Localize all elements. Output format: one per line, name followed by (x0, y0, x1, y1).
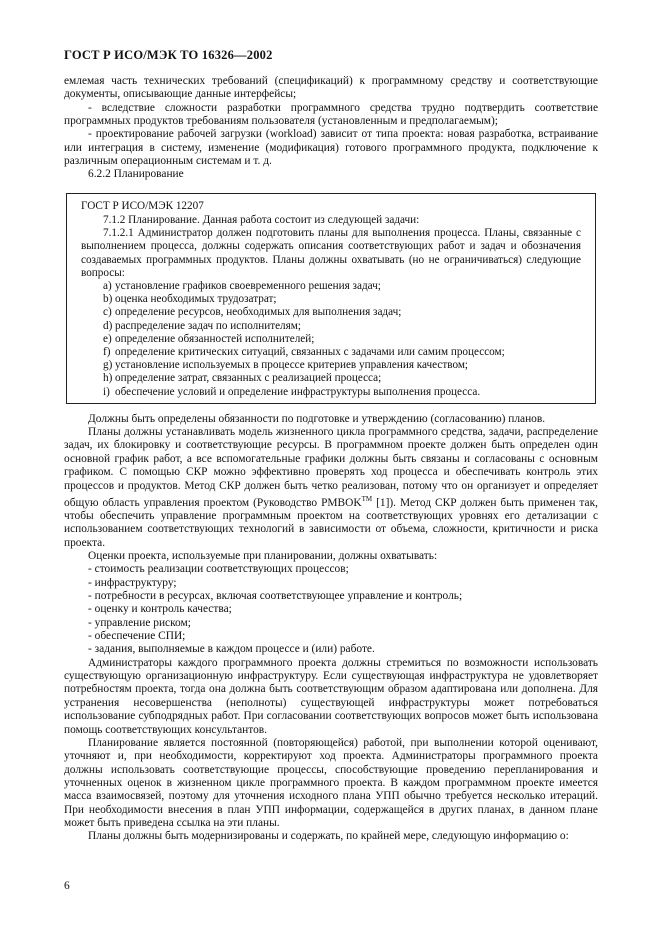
body-paragraph-3: Оценки проекта, используемые при планировании, должны охватывать: (88, 550, 438, 563)
list-item-text: обеспечение условий и определение инфраструктуры выполнения процесса. (115, 385, 481, 398)
list-item-text: определение затрат, связанных с реализацией процесса; (115, 372, 382, 385)
list-item: - обеспечение СПИ; (88, 630, 186, 643)
list-item-text: определение ресурсов, необходимых для выполнения задач; (115, 306, 402, 319)
list-item-letter: f) (103, 345, 111, 358)
list-item (81, 372, 581, 385)
body-paragraph-1: Должны быть определены обязанности по подготовке и утверждению (согласованию) планов. (88, 412, 546, 425)
list-item-letter: d) (103, 319, 113, 332)
intro-paragraph-2: - вследствие сложности разработки программного средства трудно подтвердить соответствие программных продуктов требованиям пользователя (установленным и предполагаемым); (64, 101, 598, 128)
body-paragraph-4: Администраторы каждого программного проекта должны стремиться по возможности использовать существующую организационную инфраструктуру. Если существующая инфраструктура не удовлетворяет потребностям проекта, тогда она должна быть соответствующим образом адаптирована или дополнена. Для устранения несовершенства (неполноты) существующей инфраструктуры может потребоваться использование субподрядных работ. При согласовании соответствующих вопросов может быть использована помощь соответствующих консультантов. (64, 656, 598, 736)
list-item-text: установление графиков своевременного решения задач; (115, 279, 381, 292)
list-item (81, 320, 581, 333)
list-item-letter: c) (103, 306, 112, 319)
list-item (81, 346, 581, 359)
estimates-list (64, 563, 598, 656)
list-item (81, 333, 581, 346)
trademark-mark: TM (361, 494, 373, 503)
list-item-letter: a) (103, 279, 112, 292)
body-paragraph-5: Планирование является постоянной (повторяющейся) работой, при выполнении которой оценивают, уточняют и, при необходимости, корректируют ход проекта. Администраторы программного проекта должны использовать соответствующие процессы, способствующие проведению перепланирования и уточненных оценок в жизненном цикле программного проекта. В каждом программном проекте имеется масса взаимосвязей, поэтому для уточнения исходного плана УПП обычно требуется несколько итераций. При необходимости внесения в план УПП информации, содержащейся в других планах, в данном плане может быть приведена ссылка на эти планы. (64, 736, 598, 829)
document-page (64, 48, 598, 844)
box-task-list (81, 280, 581, 399)
list-item-letter: i) (103, 385, 110, 398)
list-item-letter: h) (103, 372, 113, 385)
intro-paragraph-3: - проектирование рабочей загрузки (workload) зависит от типа проекта: новая разработка, встраивание или интеграция в систему, изменение (модификация) готового программного продукта, подключение к различным операционным системам и т. д. (64, 128, 598, 168)
list-item-letter: b) (103, 293, 113, 306)
list-item (81, 359, 581, 372)
section-heading: 6.2.2 Планирование (88, 168, 184, 181)
list-item: - потребности в ресурсах, включая соответствующее управление и контроль; (88, 590, 463, 603)
intro-paragraph-1: емлемая часть технических требований (спецификаций) к программному средству и соответствующие документы, описывающие данные интерфейсы; (64, 75, 598, 101)
standard-quote-box (66, 193, 596, 404)
list-item: - управление риском; (88, 616, 191, 629)
list-item: - задания, выполняемые в каждом процессе и (или) работе. (88, 643, 375, 656)
body-paragraph-2-text-end: [1]). Метод СКР должен быть применен так, чтобы обеспечить управление программным проектом на соответствующих уровнях его детализации с использованием соответствующих технологий в зависимости от объема, сложности, критичности и риска проекта. (64, 496, 598, 549)
list-item: - инфраструктуру; (88, 576, 177, 589)
list-item (81, 386, 581, 399)
list-item (81, 306, 581, 319)
list-item: - оценку и контроль качества; (88, 603, 232, 616)
list-item-text: оценка необходимых трудозатрат; (115, 293, 277, 306)
list-item (81, 293, 581, 306)
standard-reference: ГОСТ Р ИСО/МЭК 12207 (81, 199, 204, 212)
list-item-text: определение обязанностей исполнителей; (115, 332, 315, 345)
list-item-text: распределение задач по исполнителям; (115, 319, 301, 332)
box-paragraph-2: 7.1.2.1 Администратор должен подготовить планы для выполнения процесса. Планы, связанные с выполнением процесса, должны содержать описания соответствующих работ и задач и обозначения создаваемых программных продуктов. Планы должны охватывать (но не ограничиваться) следующие вопросы: (81, 227, 581, 279)
list-item-text: установление используемых в процессе критериев управления качеством; (115, 359, 469, 372)
body-paragraph-6: Планы должны быть модернизированы и содержать, по крайней мере, следующую информацию о: (88, 830, 569, 843)
body-paragraph-2 (64, 426, 598, 550)
page-number: 6 (64, 880, 70, 892)
list-item (81, 280, 581, 293)
list-item: - стоимость реализации соответствующих процессов; (88, 563, 349, 576)
list-item-letter: g) (103, 359, 113, 372)
box-paragraph-1: 7.1.2 Планирование. Данная работа состоит из следующей задачи: (103, 213, 420, 226)
document-header: ГОСТ Р ИСО/МЭК ТО 16326—2002 (64, 48, 273, 62)
list-item-letter: e) (103, 332, 112, 345)
body-paragraph-2-text: Планы должны устанавливать модель жизненного цикла программного средства, задачи, распределение задач, их блокировку и соответствующие ресурсы. В программном проекте должен быть определен один основной график работ, а все вспомогательные графики должны быть связаны и согласованы с основным графиком. С помощью СКР можно эффективно проверять ход процесса и обеспечивать контроль этих процессов и продуктов. Метод СКР должен быть четко реализован, потому что он организует и определяет общую область управления проектом (Руководство PMBOK (64, 426, 598, 509)
list-item-text: определение критических ситуаций, связанных с задачами или самим процессом; (115, 345, 505, 358)
